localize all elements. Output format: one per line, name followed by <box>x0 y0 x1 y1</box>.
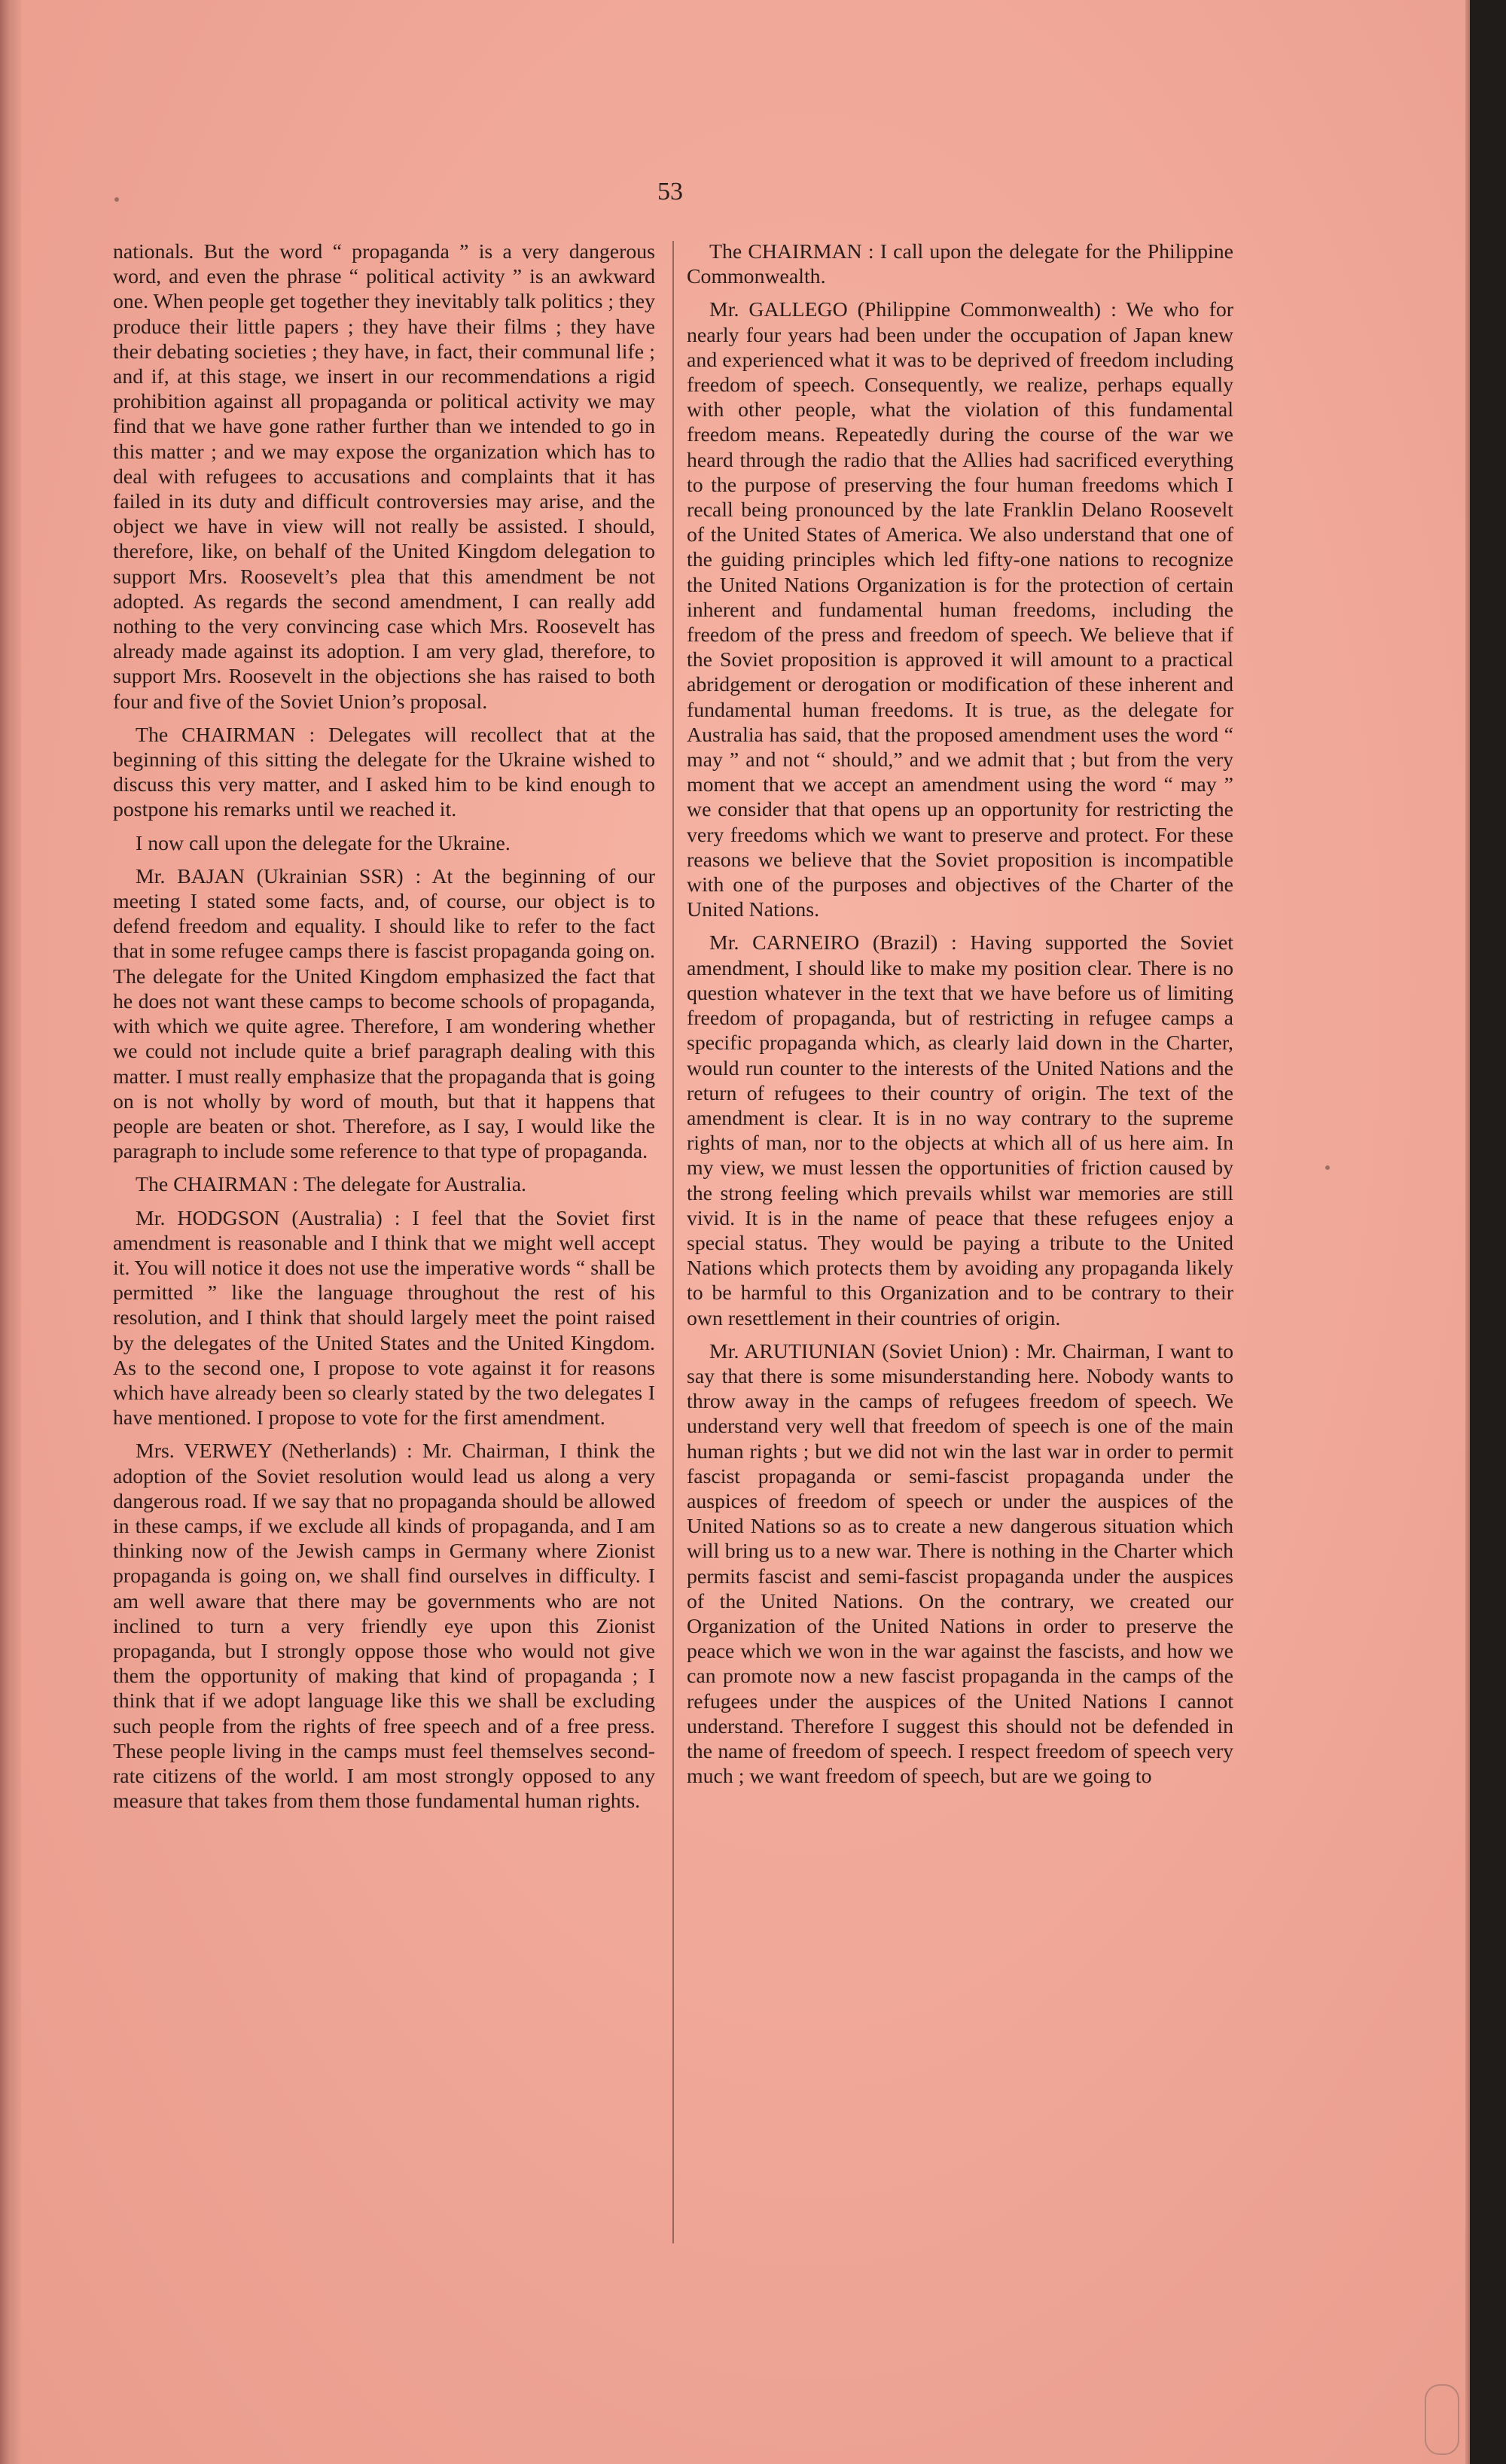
page-binding <box>0 0 21 2464</box>
paragraph: The CHAIRMAN : Delegates will recollect that at the beginning of this sitting the delegate for the Ukraine wished to discuss this very matter, and I asked him to be kind enough to postpone his remarks until we reached it. <box>113 723 655 822</box>
paragraph: Mr. CARNEIRO (Brazil) : Having supported the Soviet amendment, I should like to make my position clear. There is no question whatever in the text that we have before us of limiting freedom of propaganda, but of restricting in refugee camps a specific propaganda which, as clearly laid down in the Charter, would run counter to the interests of the United Nations and the return of refugees to their country of origin. The text of the amendment is clear. It is in no way contrary to the supreme rights of man, nor to the objects at which all of us here aim. In my view, we must lessen the opportunities of friction caused by the strong feeling which prevails whilst war memories are still vivid. It is in the name of peace that these refugees enjoy a special status. They would be paying a tribute to the United Nations which protects them by avoiding any propaganda likely to be harmful to this Organization and to be contrary to their own resettlement in their countries of origin. <box>687 931 1233 1330</box>
paragraph: I now call upon the delegate for the Ukraine. <box>136 831 511 855</box>
paragraph: The CHAIRMAN : The delegate for Australia. <box>136 1173 527 1197</box>
column-divider <box>672 241 674 2243</box>
left-column <box>113 239 655 1822</box>
paragraph: Mr. GALLEGO (Philippine Commonwealth) : We who for nearly four years had been under the occupation of Japan knew and experienced what it was to be deprived of freedom including freedom of speech. Consequently, we realize, perhaps equally with other people, what the violation of this fundamental freedom means. Repeatedly during the course of the war we heard through the radio that the Allies had sacrificed everything to the purpose of preserving the four human freedoms which I recall being pronounced by the late Franklin Delano Roosevelt of the United States of America. We also understand that one of the guiding principles which led fifty-one nations to recognize the United Nations Organization is for the protection of certain inherent and fundamental human freedoms, including the freedom of the press and freedom of speech. We believe that if the Soviet proposition is approved it will amount to a practical abridgement or derogation or modification of these inherent and fundamental human freedoms. It is true, as the delegate for Australia has said, that the proposed amendment uses the word “ may ” and not “ should,” and we admit that ; but from the very moment that we accept an amendment using the word “ may ” we consider that that opens up an opportunity for restricting the very freedoms which we want to preserve and protect. For these reasons we believe that the Soviet proposition is incompatible with one of the purposes and objectives of the Charter of the United Nations. <box>687 298 1233 922</box>
paragraph: Mrs. VERWEY (Netherlands) : Mr. Chairman, I think the adoption of the Soviet resolution would lead us along a very dangerous road. If we say that no propaganda should be allowed in these camps, if we exclude all kinds of propaganda, and I am thinking now of the Jewish camps in Germany where Zionist propaganda is going on, we shall find ourselves in difficulty. I am well aware that there may be governments who are not inclined to turn a very friendly eye upon this Zionist propaganda, but I strongly oppose those who would not give them the opportunity of making that kind of propaganda ; I think that if we adopt language like this we shall be excluding such people from the rights of free speech and of a free press. These people living in the camps must feel themselves second-rate citizens of the world. I am most strongly opposed to any measure that takes from them those fundamental human rights. <box>113 1439 655 1814</box>
page-number: 53 <box>657 178 683 206</box>
corner-mark <box>1425 2384 1459 2455</box>
paragraph: Mr. HODGSON (Australia) : I feel that the Soviet first amendment is reasonable and I think that we might well accept it. You will notice it does not use the imperative words “ shall be permitted ” like the language throughout the rest of his resolution, and I think that should largely meet the point raised by the delegates of the United States and the United Kingdom. As to the second one, I propose to vote against it for reasons which have already been so clearly stated by the two delegates I have mentioned. I propose to vote for the first amendment. <box>113 1206 655 1430</box>
paragraph: Mr. BAJAN (Ukrainian SSR) : At the beginning of our meeting I stated some facts, and, of course, our object is to defend freedom and equality. I should like to refer to the fact that in some refugee camps there is fascist propaganda going on. The delegate for the United Kingdom emphasized the fact that he does not want these camps to become schools of propaganda, with which we quite agree. Therefore, I am wondering whether we could not include quite a brief paragraph dealing with this matter. I must really emphasize that the propaganda that is going on is not wholly by word of mouth, but that it happens that people are beaten or shot. Therefore, as I say, I would like the paragraph to include some reference to that type of propaganda. <box>113 864 655 1164</box>
scan-speck <box>114 197 119 202</box>
paragraph: nationals. But the word “ propaganda ” is a very dangerous word, and even the phrase “ political activity ” is an awkward one. When people get together they inevitably talk politics ; they produce their little papers ; they have their films ; they have their debating societies ; they have, in fact, their communal life ; and if, at this stage, we insert in our recommendations a rigid prohibition against all propaganda or political activity we may find that we have gone rather further than we intended to go in this matter ; and we may expose the organization which has to deal with refugees to accusations and complaints that it has failed in its duty and difficult controversies may arise, and the object we have in view will not really be assisted. I should, therefore, like, on behalf of the United Kingdom delegation to support Mrs. Roosevelt’s plea that this amendment be not adopted. As regards the second amendment, I can really add nothing to the very convincing case which Mrs. Roosevelt has already made against its adoption. I am very glad, therefore, to support Mrs. Roosevelt in the objections she has raised to both four and five of the Soviet Union’s proposal. <box>113 240 655 714</box>
paragraph: The CHAIRMAN : I call upon the delegate for the Philippine Commonwealth. <box>687 240 1233 289</box>
page-edge <box>1465 0 1470 2464</box>
right-column <box>687 239 1233 1797</box>
paragraph: Mr. ARUTIUNIAN (Soviet Union) : Mr. Chairman, I want to say that there is some misunderstanding here. Nobody wants to throw away in the camps of refugees freedom of speech. We understand very well that freedom of speech is one of the main human rights ; but we did not win the last war in order to permit fascist propaganda or semi-fascist propaganda under the auspices of freedom of speech or under the auspices of the United Nations so as to create a new dangerous situation which will bring us to a new war. There is nothing in the Charter which permits fascist and semi-fascist propaganda under the auspices of the United Nations. On the contrary, we created our Organization of the United Nations in order to preserve the peace which we won in the war against the fascists, and how we can promote now a new fascist propaganda in the camps of the refugees under the auspices of the United Nations I cannot understand. Therefore I suggest this should not be defended in the name of freedom of speech. I respect freedom of speech very much ; we want freedom of speech, but are we going to <box>687 1339 1233 1789</box>
scan-speck <box>1325 1165 1330 1170</box>
